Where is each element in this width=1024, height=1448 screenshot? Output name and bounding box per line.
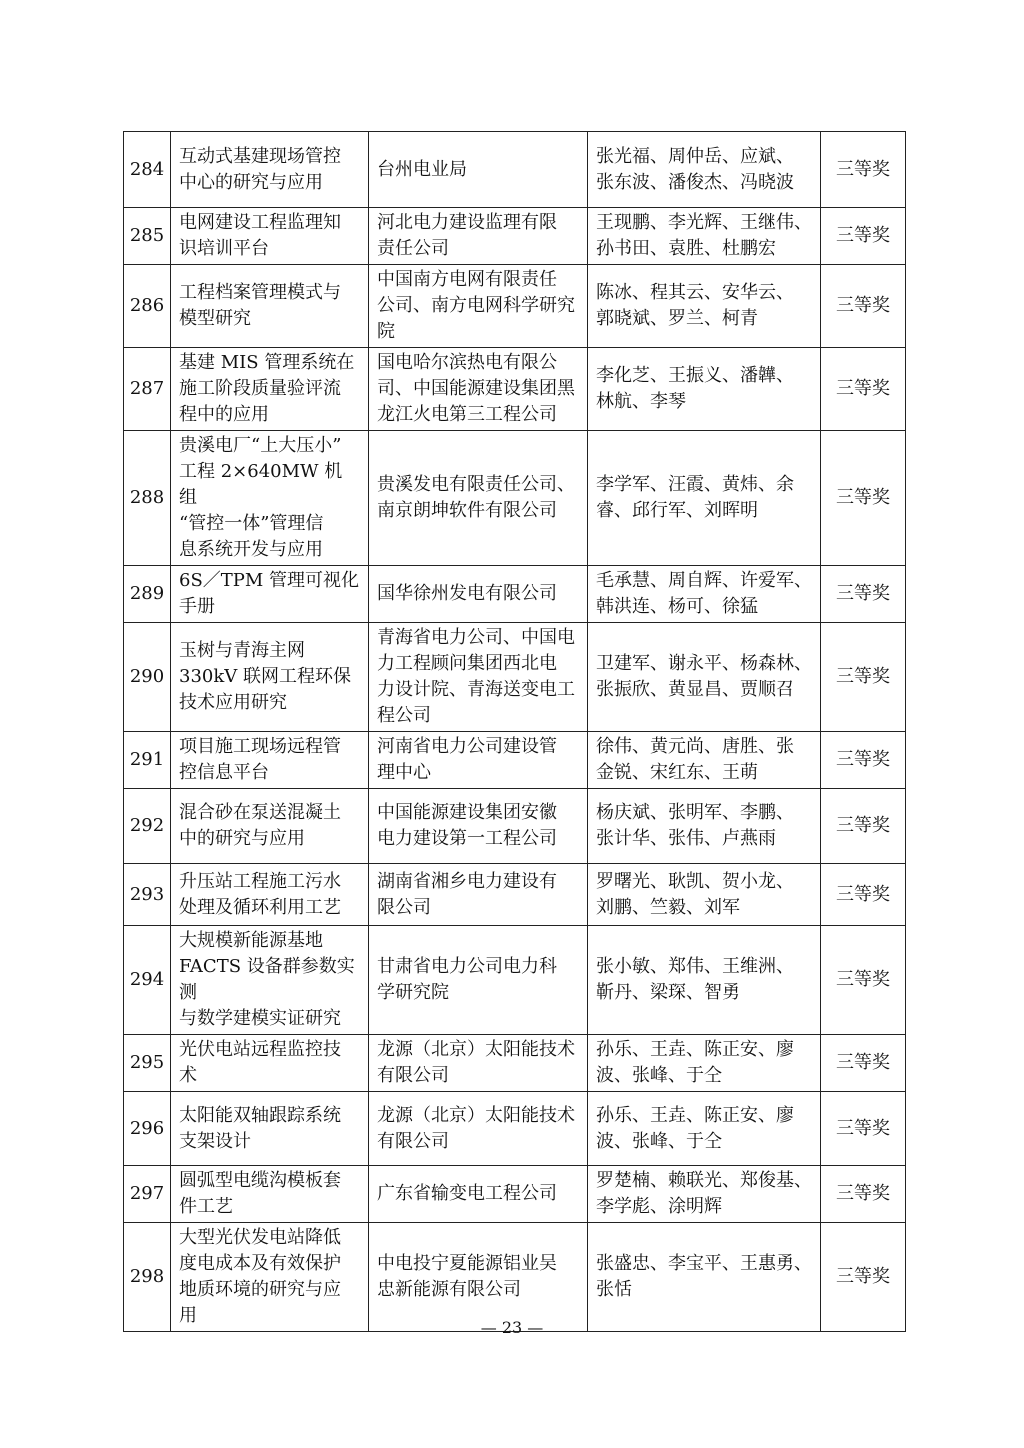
row-number-cell [124, 1166, 171, 1223]
participants-cell [588, 132, 821, 208]
award-level: 三等奖 [836, 583, 890, 604]
row-number: 297 [129, 1183, 165, 1204]
row-number-cell [124, 789, 171, 864]
award-level-cell [821, 1035, 906, 1092]
award-level: 三等奖 [836, 225, 890, 246]
table-row [124, 864, 906, 926]
table-row [124, 208, 906, 265]
project-name: 太阳能双轴跟踪系统 支架设计 [179, 1104, 341, 1152]
row-number-cell [124, 623, 171, 732]
row-number-cell [124, 1092, 171, 1166]
page-number: — 23 — [480, 1318, 544, 1337]
project-name-cell [171, 864, 369, 926]
award-level: 三等奖 [836, 749, 890, 770]
participants: 张盛忠、李宝平、王惠勇、 张恬 [596, 1253, 812, 1300]
award-level: 三等奖 [836, 1183, 890, 1204]
project-name: 混合砂在泵送混凝土 中的研究与应用 [179, 802, 341, 849]
table-row [124, 431, 906, 566]
unit-name-cell [369, 566, 588, 623]
award-level-cell [821, 926, 906, 1035]
award-level-cell [821, 732, 906, 789]
project-name-cell [171, 789, 369, 864]
participants-cell [588, 1166, 821, 1223]
unit-name-cell [369, 348, 588, 431]
unit-name: 台州电业局 [377, 158, 467, 180]
row-number: 286 [129, 295, 165, 316]
row-number-cell [124, 926, 171, 1035]
award-level: 三等奖 [836, 883, 890, 905]
table-row [124, 132, 906, 208]
unit-name: 贵溪发电有限责任公司、 南京朗坤软件有限公司 [377, 474, 575, 521]
project-name-cell [171, 208, 369, 265]
unit-name-cell [369, 1166, 588, 1223]
row-number-cell [124, 431, 171, 566]
project-name-cell [171, 431, 369, 566]
project-name: 大规模新能源基地 FACTS 设备群参数实测 与数学建模实证研究 [179, 930, 355, 1029]
unit-name-cell [369, 926, 588, 1035]
row-number: 289 [129, 583, 165, 604]
unit-name: 河北电力建设监理有限 责任公司 [377, 212, 557, 259]
project-name: 玉树与青海主网 330kV 联网工程环保 技术应用研究 [179, 640, 351, 713]
award-level: 三等奖 [836, 295, 890, 316]
participants: 陈冰、程其云、安华云、 郭晓斌、罗兰、柯青 [596, 282, 794, 329]
project-name-cell [171, 566, 369, 623]
project-name: 光伏电站远程监控技 术 [179, 1039, 341, 1086]
unit-name: 中电投宁夏能源铝业吴 忠新能源有限公司 [377, 1253, 557, 1300]
table-row [124, 1166, 906, 1223]
project-name: 基建 MIS 管理系统在 施工阶段质量验评流 程中的应用 [179, 352, 355, 425]
award-level: 三等奖 [836, 158, 890, 180]
project-name-cell [171, 732, 369, 789]
project-name: 6S／TPM 管理可视化 手册 [179, 570, 360, 617]
row-number: 294 [129, 969, 165, 990]
unit-name: 中国南方电网有限责任 公司、南方电网科学研究 院 [377, 269, 575, 342]
project-name-cell [171, 1092, 369, 1166]
unit-name-cell [369, 1223, 588, 1332]
row-number: 284 [129, 158, 165, 180]
project-name-cell [171, 348, 369, 431]
unit-name-cell [369, 1035, 588, 1092]
award-level-cell [821, 265, 906, 348]
award-level-cell [821, 1223, 906, 1332]
participants: 罗曙光、耿凯、贺小龙、 刘鹏、竺毅、刘军 [596, 870, 794, 918]
award-level: 三等奖 [836, 815, 890, 836]
participants-cell [588, 208, 821, 265]
awards-table [123, 131, 906, 1332]
row-number-cell [124, 566, 171, 623]
table-row [124, 566, 906, 623]
award-level-cell [821, 431, 906, 566]
unit-name-cell [369, 864, 588, 926]
project-name-cell [171, 1166, 369, 1223]
table-row [124, 265, 906, 348]
project-name-cell [171, 1035, 369, 1092]
participants: 毛承慧、周自辉、许爱军、 韩洪连、杨可、徐猛 [596, 570, 812, 617]
participants: 张小敏、郑伟、王维洲、 靳丹、梁琛、智勇 [596, 956, 794, 1003]
row-number: 298 [129, 1266, 165, 1287]
participants-cell [588, 926, 821, 1035]
project-name: 互动式基建现场管控 中心的研究与应用 [179, 145, 341, 193]
row-number: 295 [129, 1052, 165, 1073]
unit-name: 河南省电力公司建设管 理中心 [377, 736, 557, 783]
participants: 杨庆斌、张明军、李鹏、 张计华、张伟、卢燕雨 [596, 802, 794, 849]
award-level-cell [821, 348, 906, 431]
unit-name-cell [369, 431, 588, 566]
unit-name: 龙源（北京）太阳能技术 有限公司 [377, 1039, 575, 1086]
award-level-cell [821, 864, 906, 926]
row-number: 291 [129, 749, 165, 770]
award-level-cell [821, 1166, 906, 1223]
award-level-cell [821, 132, 906, 208]
awards-table-body [124, 132, 906, 1332]
participants-cell [588, 566, 821, 623]
project-name: 升压站工程施工污水 处理及循环利用工艺 [179, 870, 341, 918]
unit-name-cell [369, 789, 588, 864]
table-row [124, 789, 906, 864]
participants-cell [588, 265, 821, 348]
participants: 孙乐、王垚、陈正安、廖 波、张峰、于仝 [596, 1039, 794, 1086]
unit-name-cell [369, 623, 588, 732]
unit-name-cell [369, 208, 588, 265]
project-name: 工程档案管理模式与 模型研究 [179, 282, 341, 329]
row-number-cell [124, 1223, 171, 1332]
project-name: 贵溪电厂“上大压小” 工程 2×640MW 机组 “管控一体”管理信 息系统开发与应用 [179, 435, 343, 560]
participants: 张光福、周仲岳、应斌、 张东波、潘俊杰、冯晓波 [596, 145, 794, 193]
unit-name: 青海省电力公司、中国电 力工程顾问集团西北电 力设计院、青海送变电工 程公司 [377, 627, 575, 726]
participants-cell [588, 789, 821, 864]
participants: 孙乐、王垚、陈正安、廖 波、张峰、于仝 [596, 1104, 794, 1152]
unit-name: 国华徐州发电有限公司 [377, 583, 557, 604]
row-number-cell [124, 208, 171, 265]
participants-cell [588, 1035, 821, 1092]
unit-name-cell [369, 132, 588, 208]
unit-name: 国电哈尔滨热电有限公 司、中国能源建设集团黑 龙江火电第三工程公司 [377, 352, 575, 425]
participants-cell [588, 623, 821, 732]
award-level-cell [821, 566, 906, 623]
award-level-cell [821, 208, 906, 265]
participants: 李化芝、王振义、潘韡、 林航、李琴 [596, 365, 794, 412]
participants-cell [588, 431, 821, 566]
project-name: 电网建设工程监理知 识培训平台 [179, 212, 341, 259]
row-number: 290 [129, 666, 165, 687]
project-name-cell [171, 132, 369, 208]
table-row [124, 348, 906, 431]
row-number-cell [124, 265, 171, 348]
award-level: 三等奖 [836, 969, 890, 990]
table-row [124, 623, 906, 732]
participants-cell [588, 1223, 821, 1332]
award-level-cell [821, 1092, 906, 1166]
project-name: 项目施工现场远程管 控信息平台 [179, 736, 341, 783]
project-name-cell [171, 1223, 369, 1332]
table-row [124, 926, 906, 1035]
award-level-cell [821, 789, 906, 864]
award-level: 三等奖 [836, 666, 890, 687]
participants-cell [588, 348, 821, 431]
unit-name-cell [369, 1092, 588, 1166]
unit-name: 龙源（北京）太阳能技术 有限公司 [377, 1104, 575, 1152]
project-name-cell [171, 265, 369, 348]
row-number: 288 [129, 487, 165, 508]
project-name-cell [171, 623, 369, 732]
project-name: 大型光伏发电站降低 度电成本及有效保护 地质环境的研究与应 用 [179, 1227, 341, 1326]
unit-name-cell [369, 265, 588, 348]
participants-cell [588, 732, 821, 789]
participants: 卫建军、谢永平、杨森林、 张振欣、黄显昌、贾顺召 [596, 653, 812, 700]
row-number: 296 [129, 1117, 165, 1139]
table-row [124, 732, 906, 789]
table-row [124, 1092, 906, 1166]
participants: 徐伟、黄元尚、唐胜、张 金锐、宋红东、王萌 [596, 736, 794, 783]
unit-name: 甘肃省电力公司电力科 学研究院 [377, 956, 557, 1003]
project-name-cell [171, 926, 369, 1035]
unit-name: 湖南省湘乡电力建设有 限公司 [377, 870, 557, 918]
participants: 李学军、汪霞、黄炜、余 睿、邱行军、刘晖明 [596, 474, 794, 521]
award-level: 三等奖 [836, 378, 890, 399]
participants-cell [588, 1092, 821, 1166]
row-number: 287 [129, 378, 165, 399]
participants: 罗楚楠、赖联光、郑俊基、 李学彪、涂明辉 [596, 1170, 812, 1217]
award-level: 三等奖 [836, 487, 890, 508]
row-number: 293 [129, 883, 165, 905]
unit-name: 中国能源建设集团安徽 电力建设第一工程公司 [377, 802, 557, 849]
unit-name: 广东省输变电工程公司 [377, 1183, 557, 1204]
row-number-cell [124, 864, 171, 926]
participants-cell [588, 864, 821, 926]
table-row [124, 1223, 906, 1332]
participants: 王现鹏、李光辉、王继伟、 孙书田、袁胜、杜鹏宏 [596, 212, 812, 259]
row-number-cell [124, 1035, 171, 1092]
award-level: 三等奖 [836, 1117, 890, 1139]
award-level-cell [821, 623, 906, 732]
row-number: 292 [129, 815, 165, 836]
row-number-cell [124, 348, 171, 431]
award-level: 三等奖 [836, 1266, 890, 1287]
row-number-cell [124, 732, 171, 789]
unit-name-cell [369, 732, 588, 789]
row-number-cell [124, 132, 171, 208]
row-number: 285 [129, 225, 165, 246]
award-level: 三等奖 [836, 1052, 890, 1073]
project-name: 圆弧型电缆沟模板套 件工艺 [179, 1170, 341, 1217]
table-row [124, 1035, 906, 1092]
